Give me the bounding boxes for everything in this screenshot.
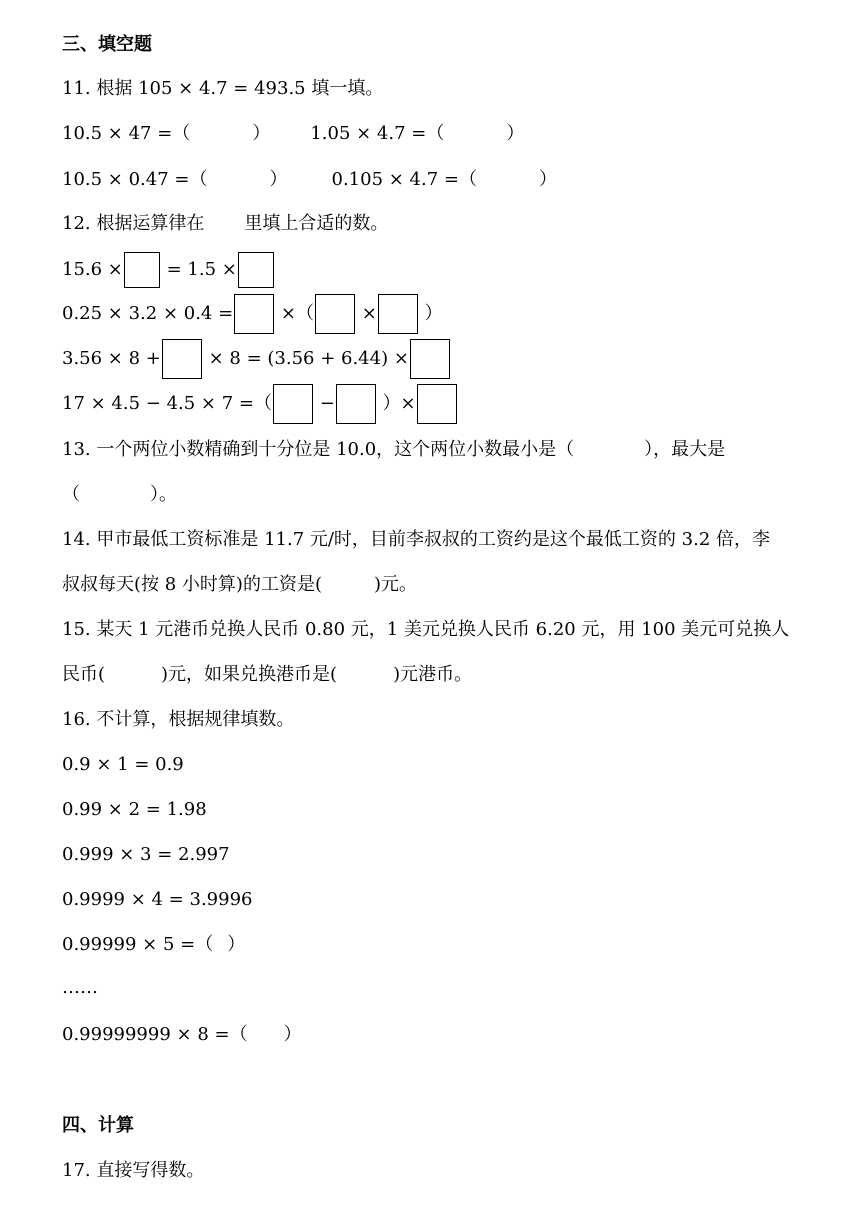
question-15-line-2	[62, 663, 472, 687]
q12-r1-text-2: = 1.5 ×	[166, 259, 237, 280]
q11-d-left: 0.105 × 4.7 =（	[331, 169, 477, 190]
q16-ellipsis: ……	[62, 977, 98, 998]
q13-text-2: ），最大是	[644, 439, 726, 460]
q12-r4-text-1: 17 × 4.5 − 4.5 × 7 =（	[62, 393, 272, 414]
question-11-row-2	[62, 168, 557, 192]
q12-r3-text-2: × 8 = (3.56 + 6.44) ×	[208, 348, 409, 369]
question-16-stem: 16. 不计算，根据规律填数。	[62, 709, 295, 730]
question-12-stem	[62, 212, 388, 236]
q12-r2-text-3: ×	[361, 303, 377, 324]
q15-text-3: )元港币。	[393, 664, 473, 685]
q12-r4-text-3: ）×	[382, 393, 416, 414]
q11-c-left: 10.5 × 0.47 =（	[62, 169, 208, 190]
q16-e5-text-2: ）	[227, 934, 246, 955]
q12-r1-box-1[interactable]	[124, 252, 160, 288]
q14-text-1: 叔叔每天(按 8 小时算)的工资是(	[62, 574, 322, 595]
q16-equation-1: 0.9 × 1 = 0.9	[62, 754, 184, 775]
q12-stem-part-2: 里填上合适的数。	[244, 213, 389, 234]
q16-equation-3: 0.999 × 3 = 2.997	[62, 844, 230, 865]
q12-row-4	[62, 384, 458, 424]
question-14-line-1: 14. 甲市最低工资标准是 11.7 元/时，目前李叔叔的工资约是这个最低工资的 3.2 倍，李	[62, 529, 770, 550]
q12-r2-text-4: ）	[424, 303, 443, 324]
q12-stem-part-1: 12. 根据运算律在	[62, 213, 205, 234]
question-13-line-1	[62, 438, 725, 462]
q12-r2-box-2[interactable]	[315, 294, 355, 334]
q12-r3-box-1[interactable]	[162, 339, 202, 379]
q12-row-2	[62, 294, 443, 334]
section-4-heading: 四、计算	[62, 1115, 134, 1136]
q12-r4-text-2: −	[319, 393, 335, 414]
q16-equation-6	[62, 1023, 302, 1047]
q12-r4-box-3[interactable]	[417, 384, 457, 424]
question-14-line-2	[62, 573, 417, 597]
q12-r3-text-1: 3.56 × 8 +	[62, 348, 161, 369]
question-13-line-2	[62, 483, 177, 507]
q14-text-2: )元。	[373, 574, 417, 595]
q11-c-right: ）	[269, 169, 288, 190]
q12-r3-box-2[interactable]	[410, 339, 450, 379]
q13-text-4: ）。	[150, 484, 177, 505]
q16-equation-5	[62, 933, 245, 957]
q16-equation-2: 0.99 × 2 = 1.98	[62, 799, 207, 820]
q16-equation-4: 0.9999 × 4 = 3.9996	[62, 889, 253, 910]
q12-r2-box-3[interactable]	[378, 294, 418, 334]
q15-text-1: 民币(	[62, 664, 106, 685]
question-17-stem: 17. 直接写得数。	[62, 1160, 205, 1181]
question-11-row-1	[62, 122, 524, 146]
q12-row-1	[62, 250, 275, 290]
question-11-stem: 11. 根据 105 × 4.7 = 493.5 填一填。	[62, 78, 384, 99]
q12-r1-text-1: 15.6 ×	[62, 259, 123, 280]
q13-text-1: 13. 一个两位小数精确到十分位是 10.0，这个两位小数最小是（	[62, 439, 575, 460]
q12-r2-text-2: ×（	[280, 303, 315, 324]
question-15-line-1: 15. 某天 1 元港币兑换人民币 0.80 元，1 美元兑换人民币 6.20 元，用 100 美元可兑换人	[62, 619, 790, 640]
q16-e6-text-1: 0.99999999 × 8 =（	[62, 1024, 248, 1045]
q13-text-3: （	[62, 484, 80, 505]
q12-r2-box-1[interactable]	[234, 294, 274, 334]
q12-row-3	[62, 339, 451, 379]
section-3-heading: 三、填空题	[62, 34, 152, 55]
q12-r4-box-2[interactable]	[336, 384, 376, 424]
q11-a-left: 10.5 × 47 =（	[62, 123, 191, 144]
q16-e6-text-2: ）	[283, 1024, 302, 1045]
q12-r1-box-2[interactable]	[238, 252, 274, 288]
q11-b-right: ）	[506, 123, 525, 144]
q11-d-right: ）	[539, 169, 557, 190]
q11-a-right: ）	[252, 123, 271, 144]
q11-b-left: 1.05 × 4.7 =（	[310, 123, 445, 144]
q16-e5-text-1: 0.99999 × 5 =（	[62, 934, 214, 955]
q12-r4-box-1[interactable]	[273, 384, 313, 424]
q15-text-2: )元，如果兑换港币是(	[161, 664, 338, 685]
q12-r2-text-1: 0.25 × 3.2 × 0.4 =	[62, 303, 234, 324]
